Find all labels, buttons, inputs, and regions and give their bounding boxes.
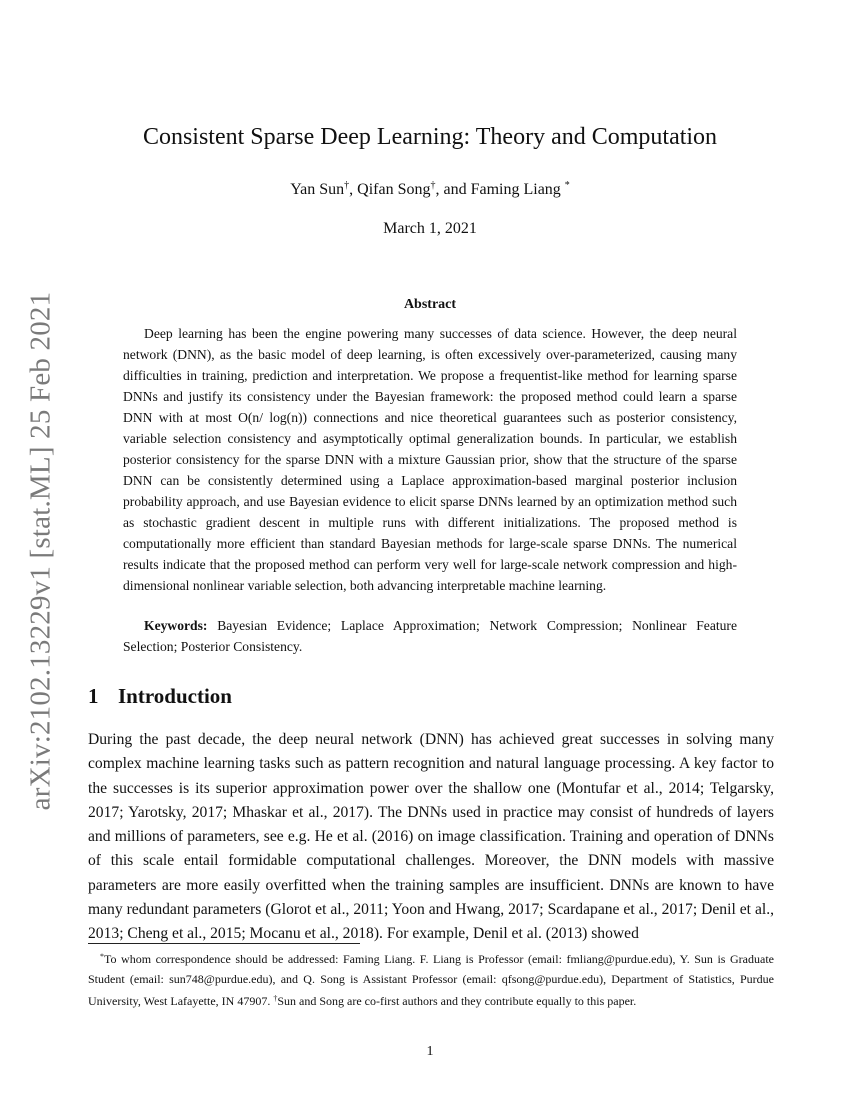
footnote	[88, 947, 774, 1012]
introduction-paragraph: During the past decade, the deep neural network (DNN) has achieved great successes in solving many complex machine learning tasks such as pattern recognition and natural language processing. A key factor to the successes is its superior approximation power over the shallow one (Montufar et al., 2014; Telgarsky, 2017; Yarotsky, 2017; Mhaskar et al., 2017). The DNNs used in practice may consist of hundreds of layers and millions of parameters, see e.g. He et al. (2016) on image classification. Training and operation of DNNs of this scale entail formidable computational challenges. Moreover, the DNN models with massive parameters are more easily overfitted when the training samples are insufficient. DNNs are known to have many redundant parameters (Glorot et al., 2011; Yoon and Hwang, 2017; Scardapane et al., 2017; Denil et al., 2013; Cheng et al., 2015; Mocanu et al., 2018). For example, Denil et al. (2013) showed	[88, 731, 774, 943]
author-correspondence-mark: *	[564, 180, 570, 191]
arxiv-identifier-stamp	[0, 0, 80, 1100]
footnote-rule	[88, 943, 360, 944]
section-number: 1	[88, 684, 99, 708]
author-name: Faming Liang	[470, 181, 561, 198]
author-name: Yan Sun	[290, 181, 345, 198]
author-name: Qifan Song	[357, 181, 431, 198]
abstract-heading: Abstract	[403, 297, 457, 312]
section-title: Introduction	[118, 684, 232, 708]
author-affiliation-mark: †	[344, 180, 350, 191]
paper-date: March 1, 2021	[383, 220, 477, 237]
page-number: 1	[426, 1044, 434, 1059]
arxiv-identifier-text: arXiv:2102.13229v1 [stat.ML] 25 Feb 2021	[24, 291, 57, 811]
keywords-label: Keywords:	[144, 618, 208, 633]
keywords-text: Bayesian Evidence; Laplace Approximation; Network Compression; Nonlinear Feature Selection; Posterior Consistency.	[123, 618, 737, 654]
author-list	[0, 180, 850, 199]
author-affiliation-mark: †	[430, 180, 436, 191]
keywords	[123, 615, 737, 657]
footnote-text: To whom correspondence should be addressed: Faming Liang. F. Liang is Professor (email: fmliang@purdue.edu), Y. Sun is Graduate Student (email: sun748@purdue.edu), and Q. Song is Assistant Professor (email: qfsong@purdue.edu), Department of Statistics, Purdue University, West Lafayette, IN 47907.	[88, 952, 774, 1008]
footnote-text: Sun and Song are co-first authors and they contribute equally to this paper.	[277, 994, 637, 1008]
author-separator: ,	[349, 181, 358, 198]
footnote-mark: †	[273, 994, 278, 1003]
author-separator: , and	[435, 181, 471, 198]
abstract-body: Deep learning has been the engine powering many successes of data science. However, the deep neural network (DNN), as the basic model of deep learning, is often excessively over-parameterized, causing many difficulties in training, prediction and interpretation. We propose a frequentist-like method for learning sparse DNNs and justify its consistency under the Bayesian framework: the proposed method could learn a sparse DNN with at most O(n/ log(n)) connections and nice theoretical guarantees such as posterior consistency, variable selection consistency and asymptotically optimal generalization bounds. In particular, we establish posterior consistency for the sparse DNN with a mixture Gaussian prior, show that the structure of the sparse DNN can be consistently determined using a Laplace approximation-based marginal posterior inclusion probability approach, and use Bayesian evidence to elicit sparse DNNs learned by an optimization method such as stochastic gradient descent in multiple runs with different initializations. The proposed method is computationally more efficient than standard Bayesian methods for large-scale sparse DNNs. The numerical results indicate that the proposed method can perform very well for large-scale network compression and high-dimensional nonlinear variable selection, both advancing interpretable machine learning.	[123, 326, 737, 593]
footnote-mark: *	[100, 952, 104, 961]
paper-title: Consistent Sparse Deep Learning: Theory and Computation	[142, 124, 718, 150]
section-heading	[88, 684, 232, 709]
